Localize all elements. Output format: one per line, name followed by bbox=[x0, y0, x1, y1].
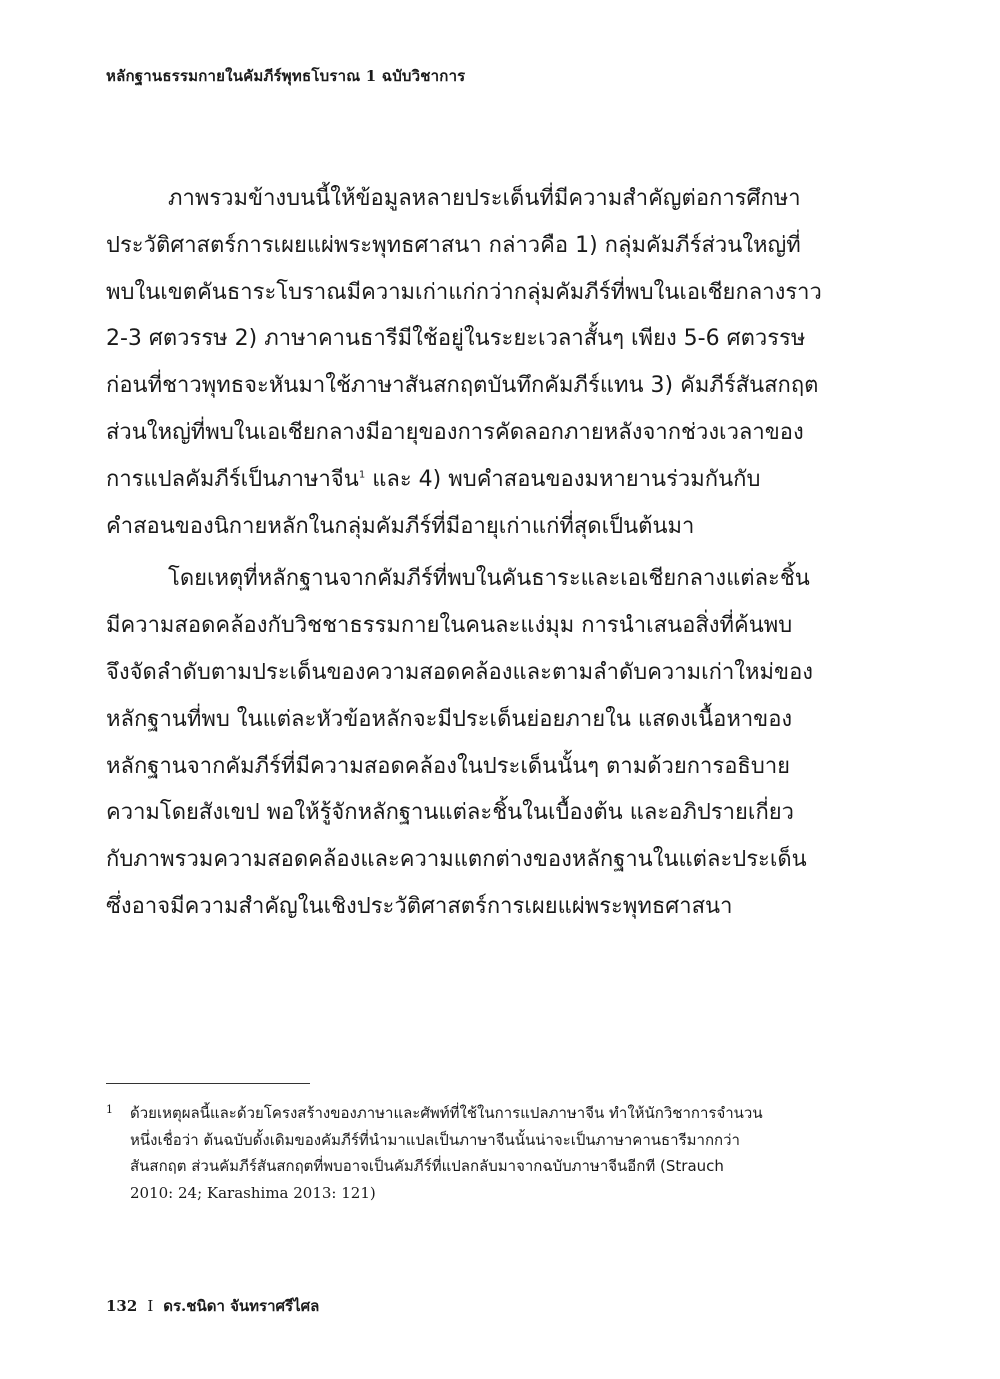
line-text: และ 4) พบคำสอนของมหายานร่วมกันกับ bbox=[365, 466, 761, 492]
paragraph-2-line: หลักฐานที่พบ ในแต่ละหัวข้อหลักจะมีประเด็นย่อยภายใน แสดงเนื้อหาของ bbox=[106, 706, 793, 732]
body-text bbox=[106, 176, 860, 937]
author-name: ดร.ชนิดา จันทราศรีไศล bbox=[163, 1297, 320, 1315]
footnote-line: หนึ่งเชื่อว่า ต้นฉบับดั้งเดิมของคัมภีร์ที่นำมาแปลเป็นภาษาจีนนั้นน่าจะเป็นภาษาคานธารีมากกว่า bbox=[130, 1130, 740, 1149]
footnote-line: สันสกฤต ส่วนคัมภีร์สันสกฤตที่พบอาจเป็นคัมภีร์ที่แปลกลับมาจากฉบับภาษาจีนอีกที (Strauch bbox=[130, 1157, 724, 1175]
footnote-mark: 1 bbox=[106, 1103, 113, 1116]
paragraph-2-line: ความโดยสังเขป พอให้รู้จักหลักฐานแต่ละชิ้นในเบื้องต้น และอภิปรายเกี่ยว bbox=[106, 800, 795, 826]
paragraph-2-line: จึงจัดลำดับตามประเด็นของความสอดคล้องและตามลำดับความเก่าใหม่ของ bbox=[106, 659, 814, 685]
page-footer bbox=[106, 1294, 319, 1318]
running-header: หลักฐานธรรมกายในคัมภีร์พุทธโบราณ 1 ฉบับวิชาการ bbox=[106, 67, 466, 85]
footnote-line: 2010: 24; Karashima 2013: 121) bbox=[130, 1183, 376, 1202]
paragraph-2-line: กับภาพรวมความสอดคล้องและความแตกต่างของหลักฐานในแต่ละประเด็น bbox=[106, 847, 807, 873]
footnote bbox=[106, 1100, 862, 1206]
footer-separator: I bbox=[147, 1297, 154, 1315]
paragraph-2-line: โดยเหตุที่หลักฐานจากคัมภีร์ที่พบในคันธาระและเอเชียกลางแต่ละชิ้น bbox=[168, 566, 810, 592]
paragraph-1-line: ก่อนที่ชาวพุทธจะหันมาใช้ภาษาสันสกฤตบันทึกคัมภีร์แทน 3) คัมภีร์สันสกฤต bbox=[106, 373, 819, 399]
paragraph-1 bbox=[106, 176, 860, 550]
paragraph-2 bbox=[106, 556, 860, 930]
footnote-reference[interactable]: 1 bbox=[358, 469, 366, 481]
footnote-divider bbox=[106, 1083, 310, 1084]
paragraph-1-line: ส่วนใหญ่ที่พบในเอเชียกลางมีอายุของการคัดลอกภายหลังจากช่วงเวลาของ bbox=[106, 419, 804, 445]
page-number: 132 bbox=[106, 1297, 138, 1315]
footnote-line: ด้วยเหตุผลนี้และด้วยโครงสร้างของภาษาและศัพท์ที่ใช้ในการแปลภาษาจีน ทำให้นักวิชาการจำนวน bbox=[130, 1104, 763, 1122]
paragraph-2-line: หลักฐานจากคัมภีร์ที่มีความสอดคล้องในประเด็นนั้นๆ ตามด้วยการอธิบาย bbox=[106, 753, 791, 779]
footnote-text bbox=[130, 1100, 862, 1206]
paragraph-1-line: คำสอนของนิกายหลักในกลุ่มคัมภีร์ที่มีอายุเก่าแก่ที่สุดเป็นต้นมา bbox=[106, 513, 695, 539]
paragraph-2-line: ซึ่งอาจมีความสำคัญในเชิงประวัติศาสตร์การเผยแผ่พระพุทธศาสนา bbox=[106, 893, 733, 919]
paragraph-1-line: 2-3 ศตวรรษ 2) ภาษาคานธารีมีใช้อยู่ในระยะเวลาสั้นๆ เพียง 5-6 ศตวรรษ bbox=[106, 326, 806, 352]
paragraph-1-line bbox=[106, 457, 860, 504]
paragraph-1-line: พบในเขตคันธาระโบราณมีความเก่าแก่กว่ากลุ่มคัมภีร์ที่พบในเอเชียกลางราว bbox=[106, 279, 822, 305]
paragraph-2-line: มีความสอดคล้องกับวิชชาธรรมกายในคนละแง่มุม การนำเสนอสิ่งที่ค้นพบ bbox=[106, 613, 793, 639]
paragraph-1-line: ภาพรวมข้างบนนี้ให้ข้อมูลหลายประเด็นที่มีความสำคัญต่อการศึกษา bbox=[168, 186, 801, 211]
paragraph-1-line: ประวัติศาสตร์การเผยแผ่พระพุทธศาสนา กล่าวคือ 1) กลุ่มคัมภีร์ส่วนใหญ่ที่ bbox=[106, 232, 801, 258]
line-text: การแปลคัมภีร์เป็นภาษาจีน bbox=[106, 466, 359, 492]
